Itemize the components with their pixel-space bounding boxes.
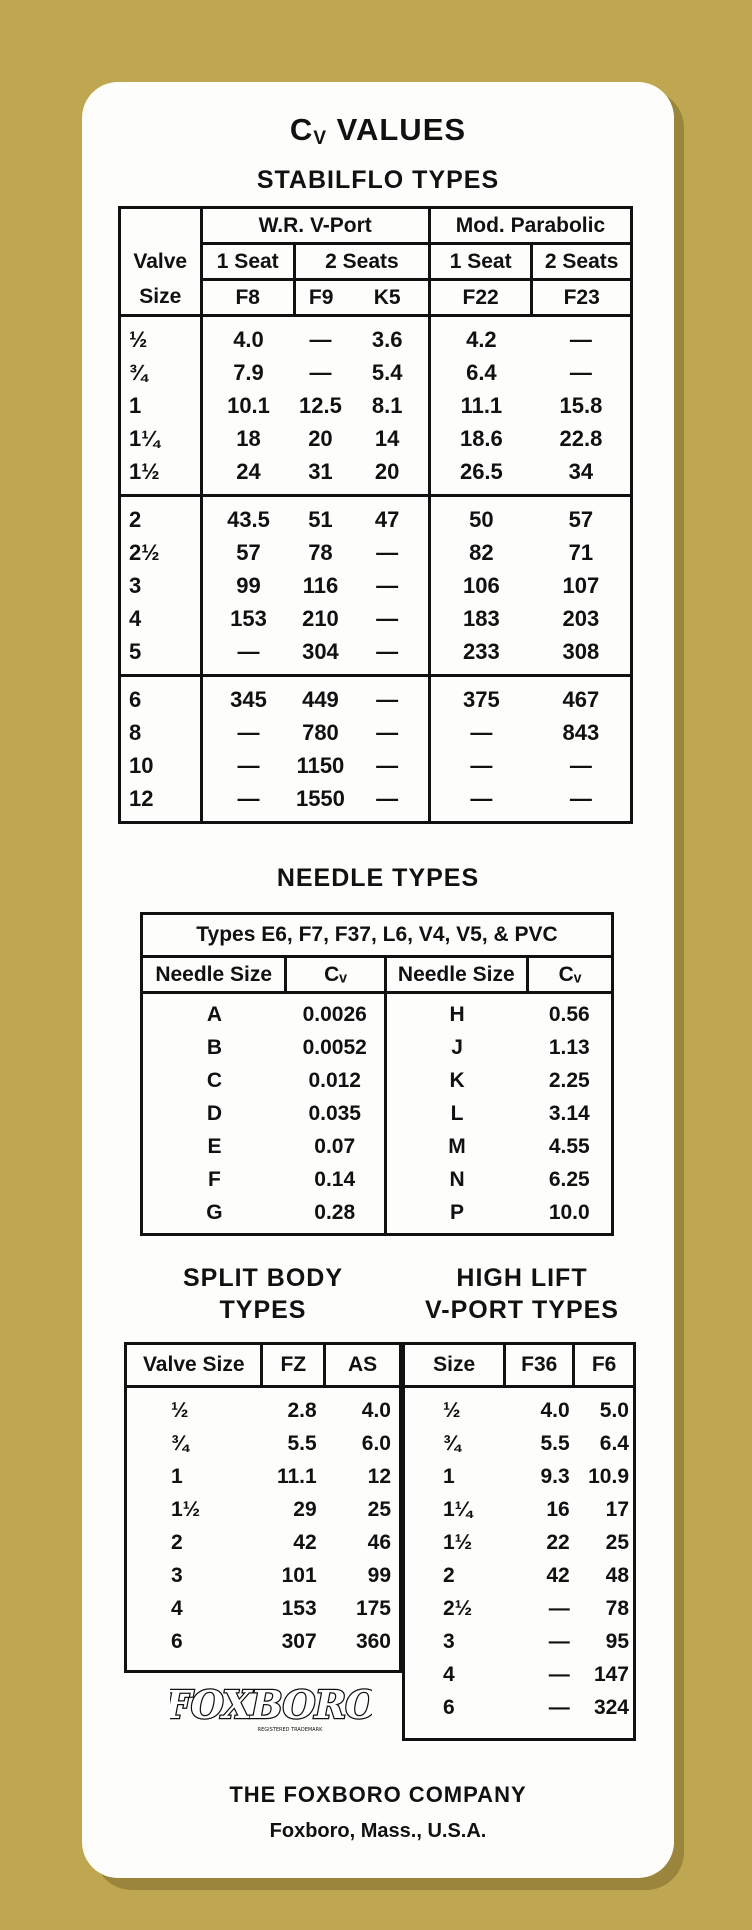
cv-cell: 15.8 — [559, 392, 603, 418]
cv-cell: — — [309, 359, 332, 385]
table-row — [142, 1163, 613, 1196]
f36-header: F36 — [505, 1344, 574, 1387]
cv-cell: — — [569, 752, 592, 778]
table-row — [120, 422, 632, 455]
cv-cell: — — [376, 719, 399, 745]
valve-size-cell: 2½ — [129, 539, 160, 565]
cv-cell: — — [346, 676, 429, 717]
split-body-table — [124, 1342, 402, 1673]
cv-cell: 18.6 — [429, 422, 531, 455]
cv-cell: 8.1 — [371, 392, 403, 418]
valve-size-cell: 1 — [129, 392, 142, 418]
f6-header: F6 — [574, 1344, 635, 1387]
cv-cell: 175 — [355, 1596, 391, 1620]
table-row — [404, 1460, 635, 1493]
cv-cell: 5.4 — [371, 359, 403, 385]
cv-cell: 324 — [593, 1695, 629, 1719]
cv-cell: — — [376, 785, 399, 811]
cv-cell: 10.0 — [548, 1200, 590, 1224]
model-f9: F9 — [294, 280, 346, 316]
needle-size-cell: F — [208, 1167, 221, 1191]
table-row — [120, 676, 632, 717]
cv-cell: 6.25 — [548, 1167, 590, 1191]
table-row — [126, 1625, 401, 1672]
cv-header: Cᵥ — [286, 957, 385, 993]
cv-cell: 1150 — [296, 752, 345, 778]
valve-size-cell: 5 — [129, 638, 142, 664]
table-row — [142, 1064, 613, 1097]
high-lift-table — [402, 1342, 636, 1741]
cv-cell: 16 — [546, 1497, 570, 1521]
table-row — [120, 782, 632, 823]
model-f22: F22 — [429, 280, 531, 316]
cv-cell: — — [201, 716, 294, 749]
cv-cell: 375 — [429, 676, 531, 717]
table-row — [120, 602, 632, 635]
cv-cell: 14 — [374, 425, 400, 451]
cv-cell: 360 — [355, 1629, 391, 1653]
table-row — [126, 1427, 401, 1460]
cv-cell: 307 — [281, 1629, 317, 1653]
table-row — [404, 1691, 635, 1740]
two-seats-header: 2 Seats — [294, 244, 429, 280]
cv-cell: 449 — [294, 676, 346, 717]
table-row — [142, 1130, 613, 1163]
needle-size-cell: D — [206, 1101, 223, 1125]
company-name: THE FOXBORO COMPANY — [229, 1782, 527, 1807]
table-row — [126, 1387, 401, 1428]
cv-cell: 183 — [429, 602, 531, 635]
size-cell: 1½ — [443, 1530, 473, 1554]
cv-cell: 48 — [605, 1563, 629, 1587]
cv-cell: 0.14 — [314, 1167, 356, 1191]
title-subscript: V — [313, 128, 327, 149]
cv-cell: — — [569, 785, 592, 811]
cv-cell: 101 — [281, 1563, 317, 1587]
table-row — [404, 1427, 635, 1460]
cv-cell: 50 — [429, 496, 531, 537]
needle-size-header: Needle Size — [142, 957, 286, 993]
cv-cell: 51 — [294, 496, 346, 537]
cv-cell: 3.14 — [548, 1101, 590, 1125]
valve-size-cell: 2 — [171, 1530, 183, 1554]
cv-cell: 6.0 — [361, 1431, 391, 1455]
cv-cell: 0.035 — [308, 1101, 361, 1125]
size-header: Size — [404, 1344, 505, 1387]
cv-cell: 22.8 — [559, 425, 603, 451]
table-row — [120, 316, 632, 357]
fz-header: FZ — [262, 1344, 325, 1387]
cv-cell: 4.0 — [201, 316, 294, 357]
cv-cell: 3.6 — [371, 326, 403, 352]
cv-cell: 6.4 — [599, 1431, 629, 1455]
cv-cell: 106 — [429, 569, 531, 602]
cv-cell: 46 — [367, 1530, 391, 1554]
cv-cell: 24 — [201, 455, 294, 496]
cv-cell: 10.9 — [588, 1464, 629, 1488]
cv-cell: 26.5 — [429, 455, 531, 496]
needle-types-caption: Types E6, F7, F37, L6, V4, V5, & PVC — [196, 923, 558, 946]
size-cell: ½ — [443, 1398, 461, 1422]
table-row — [120, 536, 632, 569]
needle-size-cell: J — [385, 1031, 527, 1064]
valve-size-cell: 4 — [171, 1596, 183, 1620]
cv-cell: 78 — [605, 1596, 629, 1620]
cv-cell: — — [201, 749, 294, 782]
cv-cell: 4.0 — [540, 1398, 570, 1422]
cv-cell: — — [548, 1695, 570, 1719]
cv-cell: 7.9 — [201, 356, 294, 389]
needle-size-cell: B — [206, 1035, 223, 1059]
cv-cell: 31 — [308, 458, 333, 484]
cv-cell: 47 — [346, 496, 429, 537]
model-f8: F8 — [201, 280, 294, 316]
size-cell: 1 — [443, 1464, 455, 1488]
wr-vport-header: W.R. V-Port — [201, 208, 429, 244]
needle-size-cell: H — [385, 993, 527, 1032]
cv-cell: 57 — [532, 496, 632, 537]
cv-cell: 153 — [281, 1596, 317, 1620]
table-row — [120, 455, 632, 496]
foxboro-logo — [170, 1682, 372, 1734]
cv-cell: 82 — [429, 536, 531, 569]
table-row — [142, 1031, 613, 1064]
cv-cell: 95 — [605, 1629, 629, 1653]
foxboro-logo-graphic — [170, 1682, 372, 1734]
cv-cell: 308 — [562, 638, 600, 664]
cv-cell: 0.07 — [314, 1134, 356, 1158]
cv-cell: 18 — [201, 422, 294, 455]
split-heading-line1: SPLIT BODY — [182, 1264, 343, 1292]
valve-size-cell: 6 — [171, 1629, 183, 1653]
table-row — [404, 1625, 635, 1658]
needle-size-header: Needle Size — [385, 957, 527, 993]
cv-cell: 843 — [562, 719, 600, 745]
valve-size-cell: 1 — [171, 1464, 183, 1488]
cv-cell: — — [309, 326, 332, 352]
table-row — [126, 1559, 401, 1592]
table-row — [404, 1592, 635, 1625]
cv-cell: 11.1 — [276, 1464, 317, 1488]
cv-cell: 12.5 — [299, 392, 342, 418]
cv-cell: 22 — [546, 1530, 570, 1554]
table-row — [120, 569, 632, 602]
table-row — [120, 356, 632, 389]
one-seat-header: 1 Seat — [429, 244, 531, 280]
needle-size-cell: N — [385, 1163, 527, 1196]
table-row — [120, 635, 632, 676]
valve-size-cell: 1¼ — [129, 425, 160, 451]
cv-cell: 99 — [201, 569, 294, 602]
valve-size-cell: 10 — [129, 752, 154, 778]
split-heading-line2: TYPES — [219, 1296, 307, 1324]
split-body-heading — [124, 1262, 402, 1326]
highlift-heading-line1: HIGH LIFT — [456, 1264, 588, 1292]
cv-cell: 2.25 — [548, 1068, 590, 1092]
cv-cell: 0.012 — [308, 1068, 361, 1092]
cv-cell: 17 — [605, 1497, 629, 1521]
size-cell: 6 — [443, 1695, 455, 1719]
valve-size-cell: ½ — [171, 1398, 189, 1422]
valve-size-cell: 1½ — [129, 458, 160, 484]
model-f23: F23 — [532, 280, 632, 316]
cv-cell: 25 — [605, 1530, 629, 1554]
size-cell: ¾ — [443, 1431, 461, 1455]
valve-size-cell: 6 — [120, 676, 202, 717]
size-cell: 2½ — [443, 1596, 473, 1620]
size-cell: 4 — [443, 1662, 455, 1686]
valve-size-cell: 8 — [129, 719, 142, 745]
table-row — [404, 1387, 635, 1428]
cv-cell: 345 — [201, 676, 294, 717]
needle-size-cell: M — [385, 1130, 527, 1163]
cv-cell: 29 — [293, 1497, 317, 1521]
cv-cell: 42 — [293, 1530, 317, 1554]
cv-cell: 4.0 — [361, 1398, 391, 1422]
cv-cell: 57 — [201, 536, 294, 569]
size-cell: 2 — [443, 1563, 455, 1587]
cv-cell: — — [376, 638, 399, 664]
needle-size-cell: P — [385, 1196, 527, 1235]
cv-cell: 0.56 — [548, 1002, 590, 1026]
cv-cell: 34 — [568, 458, 594, 484]
cv-cell: 9.3 — [540, 1464, 570, 1488]
cv-cell: 233 — [429, 635, 531, 676]
cv-cell: — — [201, 782, 294, 823]
cv-cell: 4.2 — [429, 316, 531, 357]
page-title — [82, 112, 674, 150]
table-row — [126, 1526, 401, 1559]
cv-cell: 10.1 — [201, 389, 294, 422]
valve-label: Valve — [133, 249, 188, 273]
highlift-heading-line2: V-PORT TYPES — [425, 1296, 619, 1324]
cv-cell: 304 — [302, 638, 339, 664]
cv-cell: 4.55 — [548, 1134, 590, 1158]
cv-cell: — — [201, 635, 294, 676]
valve-size-cell: ¾ — [129, 359, 148, 385]
needle-size-cell: K — [385, 1064, 527, 1097]
cv-cell: 5.5 — [287, 1431, 317, 1455]
needle-table — [140, 912, 614, 1236]
valve-size-cell: 12 — [129, 785, 154, 811]
table-row — [142, 1097, 613, 1130]
mod-parabolic-header: Mod. Parabolic — [429, 208, 631, 244]
cv-cell: 116 — [302, 572, 339, 598]
as-header: AS — [325, 1344, 401, 1387]
company-address: Foxboro, Mass., U.S.A. — [269, 1820, 487, 1842]
needle-size-cell: A — [206, 1002, 223, 1026]
cv-cell: — — [429, 749, 531, 782]
table-row — [120, 749, 632, 782]
cv-cell: — — [569, 326, 592, 352]
cv-cell: 99 — [367, 1563, 391, 1587]
cv-cell: 0.0026 — [302, 1002, 367, 1026]
cv-cell: 203 — [562, 605, 600, 631]
table-row — [120, 389, 632, 422]
cv-header: Cᵥ — [528, 957, 613, 993]
table-row — [404, 1658, 635, 1691]
cv-cell: — — [429, 716, 531, 749]
cv-cell: 1.13 — [548, 1035, 590, 1059]
cv-cell: 2.8 — [287, 1398, 317, 1422]
cv-cell: — — [376, 572, 399, 598]
cv-values-card — [82, 82, 674, 1878]
size-cell: 3 — [443, 1629, 455, 1653]
valve-size-cell: 2 — [120, 496, 202, 537]
table-row — [126, 1460, 401, 1493]
size-cell: 1¼ — [443, 1497, 473, 1521]
cv-cell: — — [429, 782, 531, 823]
cv-cell: 42 — [546, 1563, 570, 1587]
valve-size-header: Valve Size — [126, 1344, 262, 1387]
cv-cell: 147 — [593, 1662, 629, 1686]
valve-size-cell: ½ — [129, 326, 148, 352]
needle-size-cell: L — [385, 1097, 527, 1130]
cv-cell: 20 — [374, 458, 400, 484]
title-values: VALUES — [327, 112, 467, 147]
table-row — [120, 716, 632, 749]
one-seat-header: 1 Seat — [201, 244, 294, 280]
cv-cell: — — [569, 359, 592, 385]
cv-cell: 210 — [302, 605, 339, 631]
two-seats-header: 2 Seats — [532, 244, 632, 280]
cv-cell: 6.4 — [429, 356, 531, 389]
logo-wordmark: FOXBORO — [170, 1682, 372, 1727]
cv-cell: 43.5 — [201, 496, 294, 537]
size-label: Size — [120, 280, 202, 316]
table-row — [142, 993, 613, 1032]
cv-cell: — — [548, 1596, 570, 1620]
valve-size-cell: ¾ — [171, 1431, 189, 1455]
model-k5: K5 — [346, 280, 429, 316]
cv-cell: 153 — [201, 602, 294, 635]
cv-cell: 5.5 — [540, 1431, 570, 1455]
cv-cell: 5.0 — [599, 1398, 629, 1422]
needle-size-cell: C — [206, 1068, 223, 1092]
table-row — [126, 1493, 401, 1526]
cv-cell: 25 — [367, 1497, 391, 1521]
cv-cell: 71 — [568, 539, 594, 565]
table-row — [120, 496, 632, 537]
cv-cell: 20 — [308, 425, 333, 451]
cv-cell: 0.28 — [314, 1200, 356, 1224]
valve-size-cell: 4 — [129, 605, 142, 631]
cv-cell: 107 — [562, 572, 600, 598]
needle-size-cell: E — [207, 1134, 222, 1158]
cv-cell: 78 — [308, 539, 333, 565]
stabilflo-table — [118, 206, 633, 824]
needle-heading: NEEDLE TYPES — [276, 864, 480, 892]
table-row — [404, 1493, 635, 1526]
cv-cell: — — [376, 605, 399, 631]
needle-size-cell: G — [206, 1200, 223, 1224]
cv-cell: — — [548, 1629, 570, 1653]
table-row — [142, 1196, 613, 1235]
stabilflo-heading: STABILFLO TYPES — [256, 166, 500, 194]
cv-cell: 11.1 — [429, 389, 531, 422]
cv-cell: 780 — [302, 719, 339, 745]
cv-cell: — — [548, 1662, 570, 1686]
title-c: C — [289, 112, 314, 147]
logo-tagline: REGISTERED TRADEMARK — [257, 1727, 323, 1733]
table-row — [404, 1526, 635, 1559]
cv-cell: — — [376, 752, 399, 778]
table-row — [404, 1559, 635, 1592]
cv-cell: 12 — [367, 1464, 391, 1488]
cv-cell: 1550 — [295, 785, 345, 811]
cv-cell: 467 — [532, 676, 632, 717]
table-row — [126, 1592, 401, 1625]
high-lift-heading — [402, 1262, 642, 1326]
valve-size-cell: 3 — [171, 1563, 183, 1587]
valve-size-cell: 1½ — [171, 1497, 201, 1521]
cv-cell: — — [376, 539, 399, 565]
valve-size-cell: 3 — [129, 572, 142, 598]
cv-cell: 0.0052 — [302, 1035, 367, 1059]
